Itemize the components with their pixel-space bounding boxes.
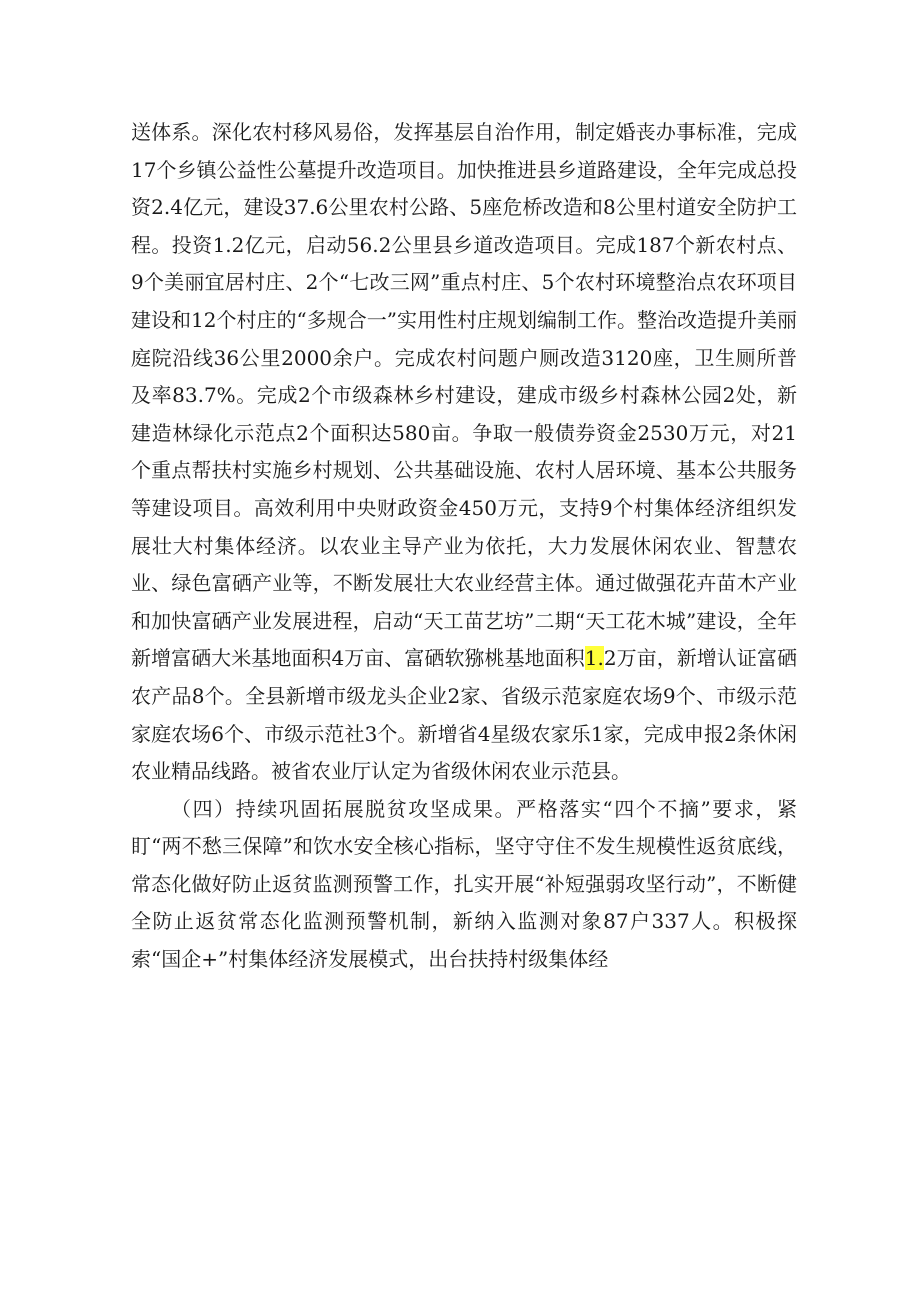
- document-body: [131, 114, 797, 979]
- paragraph-village-construction: [131, 114, 797, 791]
- paragraph-text-part-1: 送体系。深化农村移风易俗，发挥基层自治作用，制定婚丧办事标准，完成17个乡镇公益性公墓提升改造项目。加快推进县乡道路建设，全年完成总投资2.4亿元，建设37.6公里农村公路、5座危桥改造和8公里村道安全防护工程。投资1.2亿元，启动56.2公里县乡道改造项目。完成187个新农村点、9个美丽宜居村庄、2个“七改三网”重点村庄、5个农村环境整治点农环项目建设和12个村庄的“多规合一”实用性村庄规划编制工作。整治改造提升美丽庭院沿线36公里2000余户。完成农村问题户厕改造3120座，卫生厕所普及率83.7%。完成2个市级森林乡村建设，建成市级乡村森林公园2处，新建造林绿化示范点2个面积达580亩。争取一般债券资金2530万元，对21个重点帮扶村实施乡村规划、公共基础设施、农村人居环境、基本公共服务等建设项目。高效利用中央财政资金450万元，支持9个村集体经济组织发展壮大村集体经济。以农业主导产业为依托，大力发展休闲农业、智慧农业、绿色富硒产业等，不断发展壮大农业经营主体。通过做强花卉苗木产业和加快富硒产业发展进程，启动“天工苗艺坊”二期“天工花木城”建设，全年新增富硒大米基地面积4万亩、富硒软猕桃基地面积: [131, 120, 797, 671]
- highlighted-text: 1.: [584, 646, 604, 671]
- paragraph-text-part-2: 2万亩，新增认证富硒农产品8个。全县新增市级龙头企业2家、省级示范家庭农场9个、市级示范家庭农场6个、市级示范社3个。新增省4星级农家乐1家，完成申报2条休闲农业精品线路。被省农业厅认定为省级休闲农业示范县。: [131, 646, 797, 784]
- paragraph-poverty-alleviation: （四）持续巩固拓展脱贫攻坚成果。严格落实“四个不摘”要求，紧盯“两不愁三保障”和饮水安全核心指标，坚守守住不发生规模性返贫底线，常态化做好防止返贫监测预警工作，扎实开展“补短强弱攻坚行动”，不断健全防止返贫常态化监测预警机制，新纳入监测对象87户337人。积极探索“国企+”村集体经济发展模式，出台扶持村级集体经: [131, 796, 797, 972]
